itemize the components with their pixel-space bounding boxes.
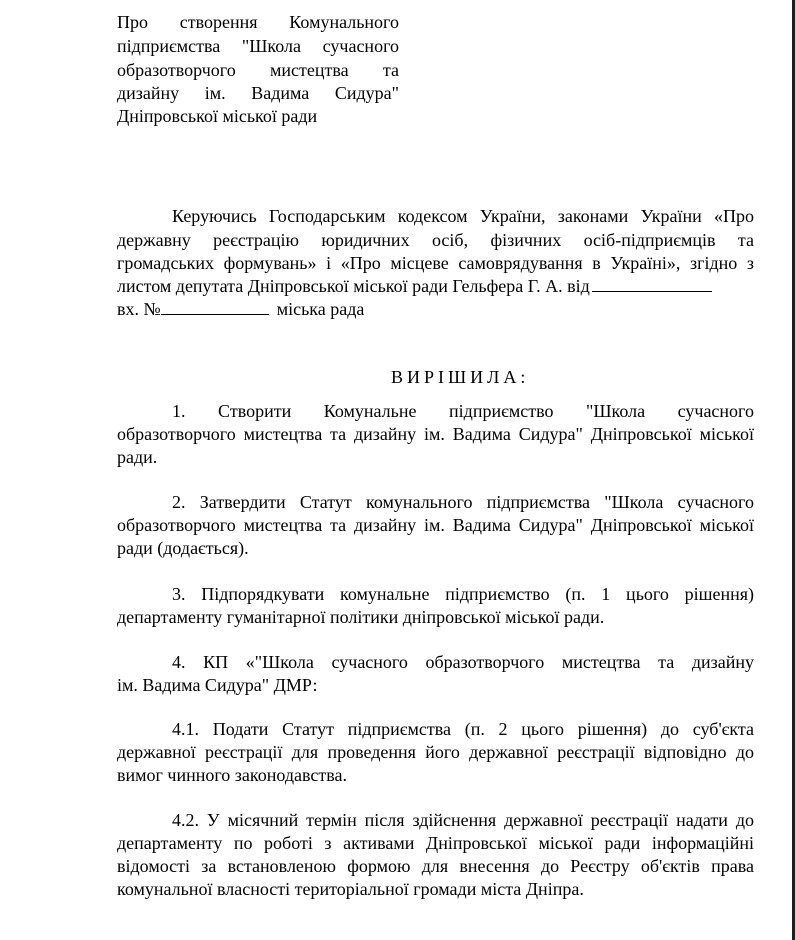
date-blank-line <box>592 275 712 292</box>
council-text: міська рада <box>276 299 365 319</box>
preamble-line: громадських формувань» і «Про місцеве самоврядування в Україні», згідно з <box>117 253 754 273</box>
decision-line: образотворчого мистецтва та дизайну ім. Вадима Сидура" Дніпровської міської <box>117 515 754 535</box>
preamble-line <box>117 275 712 297</box>
decision-line: вимог чинного законодавства. <box>117 765 347 785</box>
decision-line: 2. Затвердити Статут комунального підприємства "Школа сучасного <box>172 492 754 512</box>
decision-line: 4.2. У місячний термін після здійснення державної реєстрації надати до <box>172 810 754 830</box>
decision-line: державної реєстрації для проведення його державної реєстрації відповідно до <box>117 742 754 762</box>
decision-line: ради. <box>117 447 158 467</box>
decision-line: комунальної власності територіальної громади міста Дніпра. <box>117 879 584 899</box>
decision-line: 4. КП «"Школа сучасного образотворчого мистецтва та дизайну <box>172 652 754 672</box>
decision-line: департаменту по роботі з активами Дніпровської міської ради інформаційні <box>117 833 754 853</box>
registration-number-label: вх. № <box>117 299 161 319</box>
decision-heading: ВИРІШИЛА: <box>391 367 530 387</box>
decision-line: 4.1. Подати Статут підприємства (п. 2 цього рішення) до суб'єкта <box>172 719 754 739</box>
decision-line: образотворчого мистецтва та дизайну ім. Вадима Сидура" Дніпровської міської <box>117 424 754 444</box>
decision-line: департаменту гуманітарної політики дніпровської міської ради. <box>117 607 605 627</box>
decision-line: ради (додається). <box>117 538 249 558</box>
decision-line: 1. Створити Комунальне підприємство "Школа сучасного <box>172 401 754 421</box>
preamble-line: державну реєстрацію юридичних осіб, фізичних осіб-підприємців та <box>117 230 754 250</box>
decision-line: відомості за встановленою формою для внесення до Реєстру об'єктів права <box>117 856 754 876</box>
title-line: Дніпровської міської ради <box>117 106 318 126</box>
title-line: образотворчого мистецтва та <box>117 60 399 80</box>
preamble-text: листом депутата Дніпровської міської ради Гельфера Г. А. від <box>117 276 590 296</box>
decision-line: 3. Підпорядкувати комунальне підприємство (п. 1 цього рішення) <box>172 584 754 604</box>
decision-line: ім. Вадима Сидура" ДМР: <box>117 675 318 695</box>
title-line: Про створення Комунального <box>117 12 399 32</box>
registration-number-blank-line <box>161 298 269 315</box>
preamble-line: Керуючись Господарським кодексом України, законами України «Про <box>172 206 754 226</box>
preamble-line <box>117 298 364 320</box>
title-line: дизайну ім. Вадима Сидура" <box>117 83 399 103</box>
title-line: підприємства "Школа сучасного <box>117 36 399 56</box>
